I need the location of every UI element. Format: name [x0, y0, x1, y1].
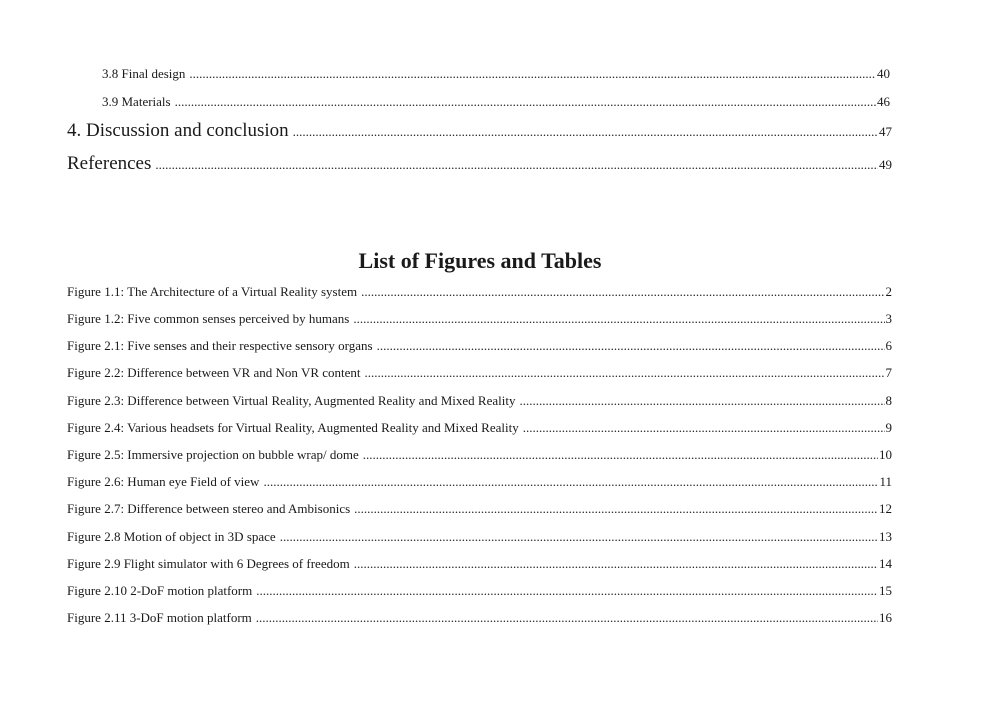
- toc-entry-page: 49: [879, 157, 892, 172]
- toc-entry-label: 3.9 Materials: [102, 94, 171, 109]
- figure-entry[interactable]: [67, 583, 892, 599]
- figure-entry-page: 14: [879, 556, 892, 571]
- figure-entry-page: 3: [885, 311, 892, 326]
- figure-entry-label: Figure 2.4: Various headsets for Virtual Reality, Augmented Reality and Mixed Reality: [67, 420, 519, 435]
- figure-entry-page: 2: [885, 284, 892, 299]
- figure-entry[interactable]: [67, 311, 892, 327]
- figure-entry-page: 7: [885, 365, 892, 380]
- dot-leader: [354, 556, 878, 572]
- dot-leader: [353, 311, 884, 327]
- dot-leader: [263, 474, 878, 490]
- dot-leader: [377, 338, 885, 354]
- list-of-figures-heading: List of Figures and Tables: [358, 248, 602, 273]
- toc-entry-references[interactable]: [67, 153, 892, 175]
- figure-entry[interactable]: [67, 610, 892, 626]
- dot-leader: [155, 157, 878, 173]
- figure-entry-label: Figure 1.2: Five common senses perceived by humans: [67, 311, 350, 326]
- dot-leader: [354, 501, 878, 517]
- dot-leader: [519, 393, 884, 409]
- figure-entry[interactable]: [67, 447, 892, 463]
- figure-entry[interactable]: [67, 474, 892, 490]
- toc-entry-page: 40: [877, 66, 890, 81]
- figure-entry[interactable]: [67, 284, 892, 300]
- figure-entry[interactable]: [67, 393, 892, 409]
- dot-leader: [365, 365, 885, 381]
- toc-entry-page: 47: [879, 124, 892, 139]
- figure-entry-label: Figure 2.3: Difference between Virtual Reality, Augmented Reality and Mixed Reality: [67, 393, 516, 408]
- toc-entry-chapter-4[interactable]: [67, 120, 892, 142]
- figure-entry-label: Figure 2.5: Immersive projection on bubble wrap/ dome: [67, 447, 359, 462]
- toc-entry-page: 46: [877, 94, 890, 109]
- toc-entry-label: References: [67, 153, 152, 174]
- dot-leader: [256, 583, 878, 599]
- figure-entry[interactable]: [67, 420, 892, 436]
- figure-entry-label: Figure 2.6: Human eye Field of view: [67, 474, 260, 489]
- figure-entry-page: 16: [879, 610, 892, 625]
- figure-entry-page: 11: [879, 474, 892, 489]
- dot-leader: [523, 420, 885, 436]
- dot-leader: [363, 447, 878, 463]
- dot-leader: [189, 66, 876, 82]
- figure-entry-page: 12: [879, 501, 892, 516]
- figure-entry-label: Figure 2.7: Difference between stereo and Ambisonics: [67, 501, 351, 516]
- figure-entry-page: 9: [885, 420, 892, 435]
- figure-entry-label: Figure 2.8 Motion of object in 3D space: [67, 529, 276, 544]
- figure-entry-label: Figure 1.1: The Architecture of a Virtual Reality system: [67, 284, 358, 299]
- figure-entry[interactable]: [67, 501, 892, 517]
- toc-entry-3-8[interactable]: [102, 66, 890, 82]
- figure-entry[interactable]: [67, 338, 892, 354]
- figure-entry-page: 8: [885, 393, 892, 408]
- figure-entry-label: Figure 2.11 3-DoF motion platform: [67, 610, 252, 625]
- figure-entry-label: Figure 2.2: Difference between VR and Non VR content: [67, 365, 361, 380]
- figure-entry-page: 6: [885, 338, 892, 353]
- figure-entry-page: 13: [879, 529, 892, 544]
- dot-leader: [175, 94, 876, 110]
- figure-entry-label: Figure 2.9 Flight simulator with 6 Degrees of freedom: [67, 556, 350, 571]
- figure-entry-label: Figure 2.1: Five senses and their respective sensory organs: [67, 338, 373, 353]
- figure-entry-page: 15: [879, 583, 892, 598]
- toc-entry-label: 4. Discussion and conclusion: [67, 120, 289, 141]
- dot-leader: [293, 124, 878, 140]
- toc-entry-label: 3.8 Final design: [102, 66, 186, 81]
- dot-leader: [280, 529, 878, 545]
- figure-entry-page: 10: [879, 447, 892, 462]
- dot-leader: [256, 610, 878, 626]
- figure-entry[interactable]: [67, 529, 892, 545]
- figure-entry-label: Figure 2.10 2-DoF motion platform: [67, 583, 253, 598]
- dot-leader: [361, 284, 884, 300]
- figure-entry[interactable]: [67, 365, 892, 381]
- figure-entry[interactable]: [67, 556, 892, 572]
- toc-entry-3-9[interactable]: [102, 94, 890, 110]
